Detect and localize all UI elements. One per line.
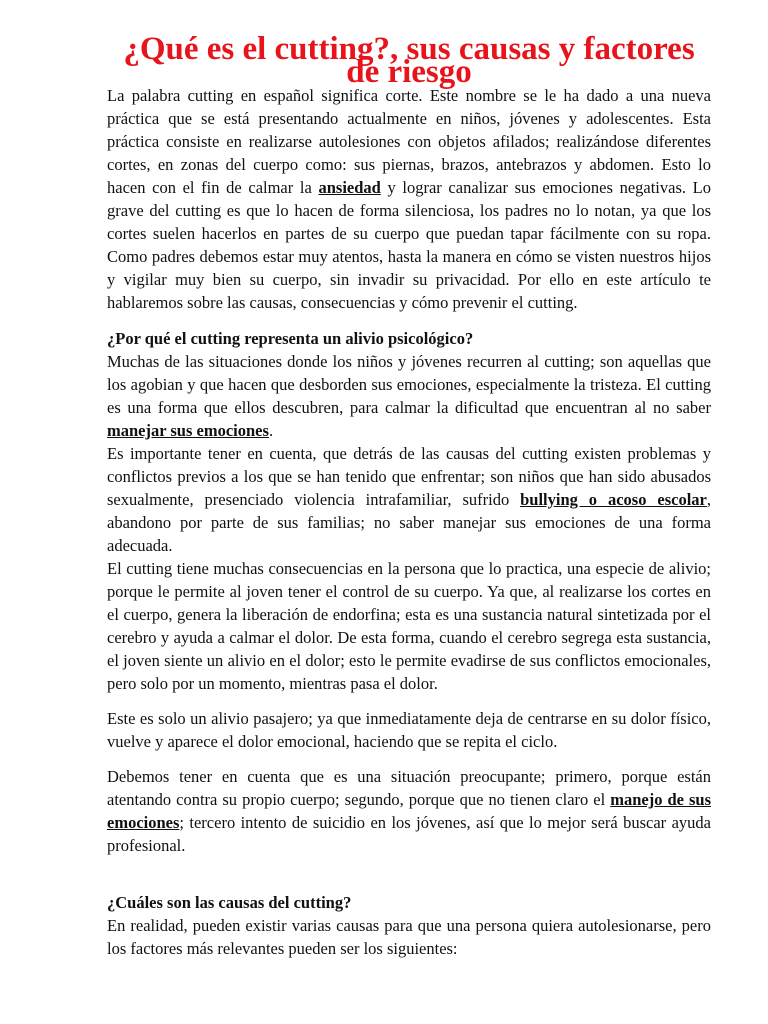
paragraph-alivio-pasajero: Este es solo un alivio pasajero; ya que inmediatamente deja de centrarse en su dolor físico, vuelve y aparece el dolor emocional, haciendo que se repita el ciclo. bbox=[107, 709, 711, 751]
intro-text-end: y lograr canalizar sus emociones negativas. Lo grave del cutting es que lo hacen de forma silenciosa, los padres no lo notan, ya que los cortes suelen hacerlos en partes de su cuerpo que puedan tapar fácilmente con su ropa. Como padres debemos estar muy atentos, hasta la manera en cómo se visten nuestros hijos y vigilar muy bien su cuerpo, sin invadir su privacidad. Por ello en este artículo te hablaremos sobre las causas, consecuencias y cómo prevenir el cutting. bbox=[107, 178, 711, 312]
document-page bbox=[107, 31, 711, 960]
paragraph-situaciones-end: . bbox=[268, 421, 274, 440]
paragraph-conflictos-end: , abandono por parte de sus familias; no saber manejar sus emociones de una forma adecuada. bbox=[107, 490, 711, 555]
paragraph-causas: En realidad, pueden existir varias causas para que una persona quiera autolesionarse, pero los factores más relevantes pueden ser los siguientes: bbox=[107, 916, 711, 958]
section-heading-causas: ¿Cuáles son las causas del cutting? bbox=[107, 893, 352, 912]
link-manejar-emociones[interactable]: manejar sus emociones bbox=[107, 421, 269, 440]
link-bullying[interactable]: bullying o acoso escolar bbox=[520, 490, 707, 509]
intro-text-start: La palabra cutting en español significa corte. Este nombre se le ha dado a una nueva práctica que se está presentando actualmente en niños, jóvenes y adolescentes. Esta práctica consiste en realizarse autolesiones con objetos afilados; realizándose diferentes cortes, en zonas del cuerpo como: sus piernas, brazos, antebrazos y abdomen. Esto lo hacen con el fin de calmar la bbox=[107, 86, 711, 197]
paragraph-preocupante-start: Debemos tener en cuenta que es una situación preocupante; primero, porque están atentando contra su propio cuerpo; segundo, porque que no tienen claro el bbox=[107, 767, 711, 809]
paragraph-consecuencias: El cutting tiene muchas consecuencias en la persona que lo practica, una especie de alivio; porque le permite al joven tener el control de su cuerpo. Ya que, al realizarse los cortes en el cuerpo, genera la liberación de endorfina; esta es una sustancia natural sintetizada por el cerebro y ayuda a calmar el dolor. De esta forma, cuando el cerebro segrega esta sustancia, el joven siente un alivio en el dolor; esto le permite evadirse de sus conflictos emocionales, pero solo por un momento, mientras pasa el dolor. bbox=[107, 559, 711, 693]
paragraph-situaciones bbox=[107, 350, 711, 442]
document-title: ¿Qué es el cutting?, sus causas y factores de riesgo bbox=[123, 31, 695, 90]
section-heading-alivio: ¿Por qué el cutting representa un alivio psicológico? bbox=[107, 329, 474, 348]
paragraph-conflictos-start: Es importante tener en cuenta, que detrás de las causas del cutting existen problemas y conflictos previos a los que se han tenido que enfrentar; son niños que han sido abusados sexualmente, presenciado violencia intrafamiliar, sufrido bbox=[107, 444, 711, 509]
intro-paragraph bbox=[107, 84, 711, 314]
link-ansiedad[interactable]: ansiedad bbox=[318, 178, 381, 197]
link-manejo-emociones[interactable]: manejo de sus emociones bbox=[107, 790, 711, 832]
paragraph-preocupante-end: ; tercero intento de suicidio en los jóvenes, así que lo mejor será buscar ayuda profesional. bbox=[107, 813, 711, 855]
paragraph-preocupante bbox=[107, 765, 711, 857]
paragraph-conflictos bbox=[107, 442, 711, 557]
paragraph-situaciones-start: Muchas de las situaciones donde los niños y jóvenes recurren al cutting; son aquellas que los agobian y que hacen que desborden sus emociones, especialmente la tristeza. El cutting es una forma que ellos descubren, para calmar la dificultad que encuentran al no saber bbox=[107, 352, 711, 417]
